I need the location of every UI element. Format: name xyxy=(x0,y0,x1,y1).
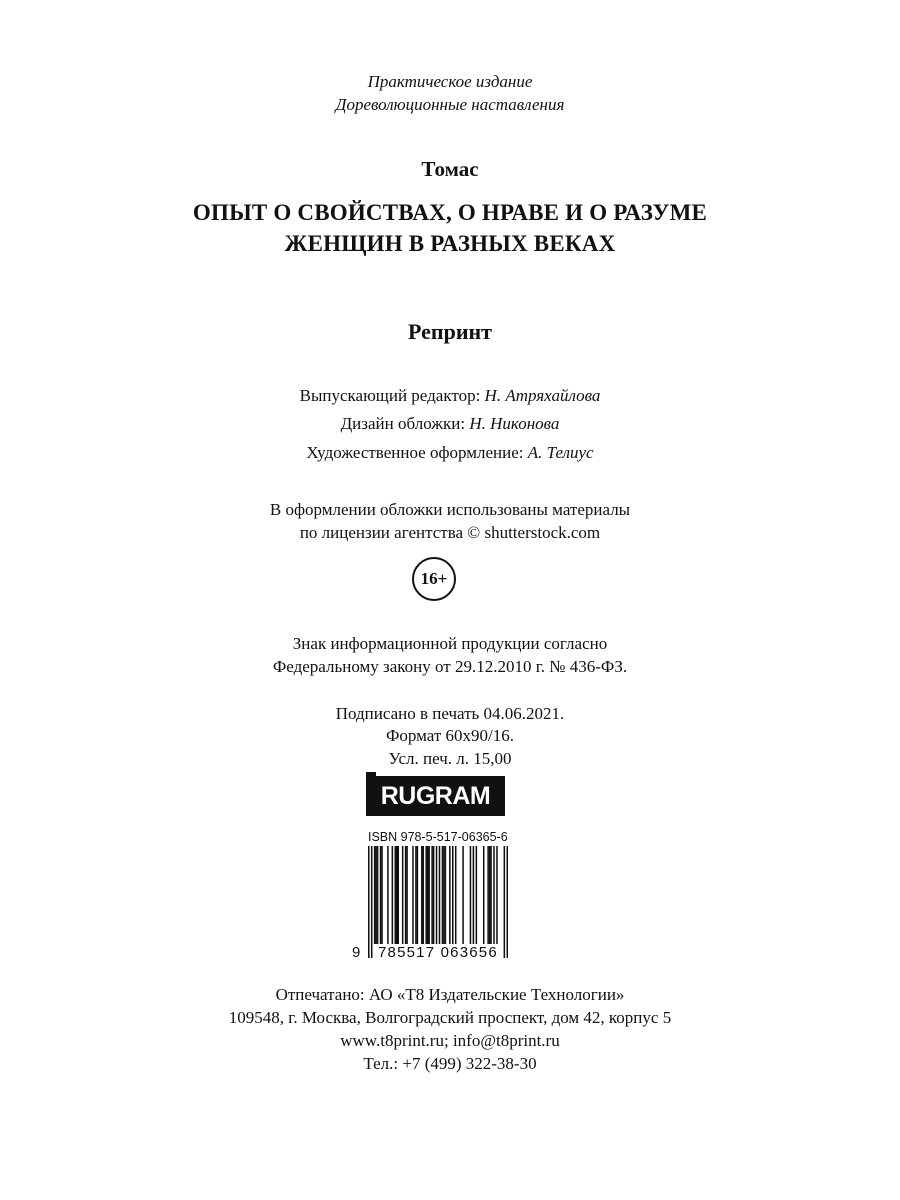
print-format: Формат 60х90/16. xyxy=(385,726,515,745)
barcode-bar xyxy=(423,846,425,944)
age-rating-badge: 16+ xyxy=(412,557,456,601)
barcode-bar xyxy=(405,846,407,944)
barcode-bar xyxy=(412,846,414,944)
barcode-bar xyxy=(402,846,404,944)
barcode-bar xyxy=(406,846,408,944)
barcode-bar xyxy=(415,846,417,944)
cover-note-line-2: по лицензии агентства © shutterstock.com xyxy=(299,523,601,542)
barcode-guard-bar xyxy=(436,846,438,958)
law-note-line-2: Федеральному закону от 29.12.2010 г. № 436-ФЗ. xyxy=(272,657,628,676)
printer-line-2: 109548, г. Москва, Волгоградский проспект, дом 42, корпус 5 xyxy=(228,1008,672,1027)
law-note-line-1: Знак информационной продукции согласно xyxy=(292,634,608,653)
printer-line-1: Отпечатано: АО «Т8 Издательские Технологии» xyxy=(275,985,625,1004)
barcode-bar xyxy=(442,846,444,944)
barcode-bar xyxy=(425,846,427,944)
barcode-bar xyxy=(427,846,429,944)
credit-editor xyxy=(0,386,900,406)
barcode-bar xyxy=(452,846,454,944)
barcode-bar xyxy=(431,846,433,944)
barcode-bar xyxy=(462,846,464,944)
barcode-bar xyxy=(443,846,445,944)
barcode-bar xyxy=(380,846,382,944)
book-title-line-1: ОПЫТ О СВОЙСТВАХ, О НРАВЕ И О РАЗУМЕ xyxy=(192,200,708,225)
credit-person: А. Телиус xyxy=(527,443,594,462)
barcode-bar xyxy=(374,846,376,944)
series-line-1: Практическое издание xyxy=(367,72,533,91)
barcode-bar xyxy=(445,846,447,944)
barcode-bar xyxy=(395,846,397,944)
barcode-bar xyxy=(387,846,389,944)
credit-role: Художественное оформление: xyxy=(306,443,528,462)
barcode-guard-bar xyxy=(504,846,506,958)
barcode-bar xyxy=(449,846,451,944)
publisher-logo: RUGRAM xyxy=(366,776,505,816)
barcode-bar xyxy=(487,846,489,944)
barcode-bar xyxy=(455,846,457,944)
credit-role: Выпускающий редактор: xyxy=(299,386,485,405)
credit-art-design xyxy=(0,443,900,463)
credit-person: Н. Никонова xyxy=(469,414,560,433)
author-name: Томас xyxy=(421,157,479,181)
printer-line-4: Тел.: +7 (499) 322-38-30 xyxy=(363,1054,537,1073)
isbn-label: ISBN 978-5-517-06365-6 xyxy=(368,830,508,844)
barcode-bar xyxy=(421,846,423,944)
printer-line-3: www.t8print.ru; info@t8print.ru xyxy=(340,1031,560,1050)
barcode-bar xyxy=(381,846,383,944)
barcode-bar xyxy=(377,846,379,944)
barcode-bar xyxy=(476,846,478,944)
barcode-guard-bar xyxy=(371,846,373,958)
barcode-bar xyxy=(417,846,419,944)
barcode-guard-bar xyxy=(507,846,508,958)
barcode-bar xyxy=(392,846,394,944)
print-signed-date: Подписано в печать 04.06.2021. xyxy=(335,704,565,723)
barcode-bar xyxy=(396,846,398,944)
barcode-guard-bar xyxy=(368,846,370,958)
barcode-bar xyxy=(375,846,377,944)
edition-type: Репринт xyxy=(408,319,492,344)
barcode-bar xyxy=(428,846,430,944)
barcode xyxy=(368,846,508,958)
barcode-bar xyxy=(489,846,491,944)
credit-person: Н. Атряхайлова xyxy=(484,386,601,405)
barcode-bar xyxy=(473,846,475,944)
print-sheets: Усл. печ. л. 15,00 xyxy=(388,749,512,768)
barcode-bar xyxy=(483,846,485,944)
barcode-bar xyxy=(496,846,498,944)
barcode-bar xyxy=(490,846,492,944)
barcode-bar xyxy=(470,846,472,944)
credit-cover-design xyxy=(0,414,900,434)
barcode-digits: 785517 063656 xyxy=(378,944,498,961)
cover-note-line-1: В оформлении обложки использованы материалы xyxy=(269,500,631,519)
series-line-2: Дореволюционные наставления xyxy=(335,95,565,114)
barcode-guard-bar xyxy=(439,846,441,958)
barcode-first-digit: 9 xyxy=(352,944,361,961)
barcode-bar xyxy=(493,846,495,944)
barcode-bar xyxy=(397,846,399,944)
credit-role: Дизайн обложки: xyxy=(340,414,470,433)
barcode-bar xyxy=(433,846,435,944)
book-title-line-2: ЖЕНЩИН В РАЗНЫХ ВЕКАХ xyxy=(284,231,616,256)
